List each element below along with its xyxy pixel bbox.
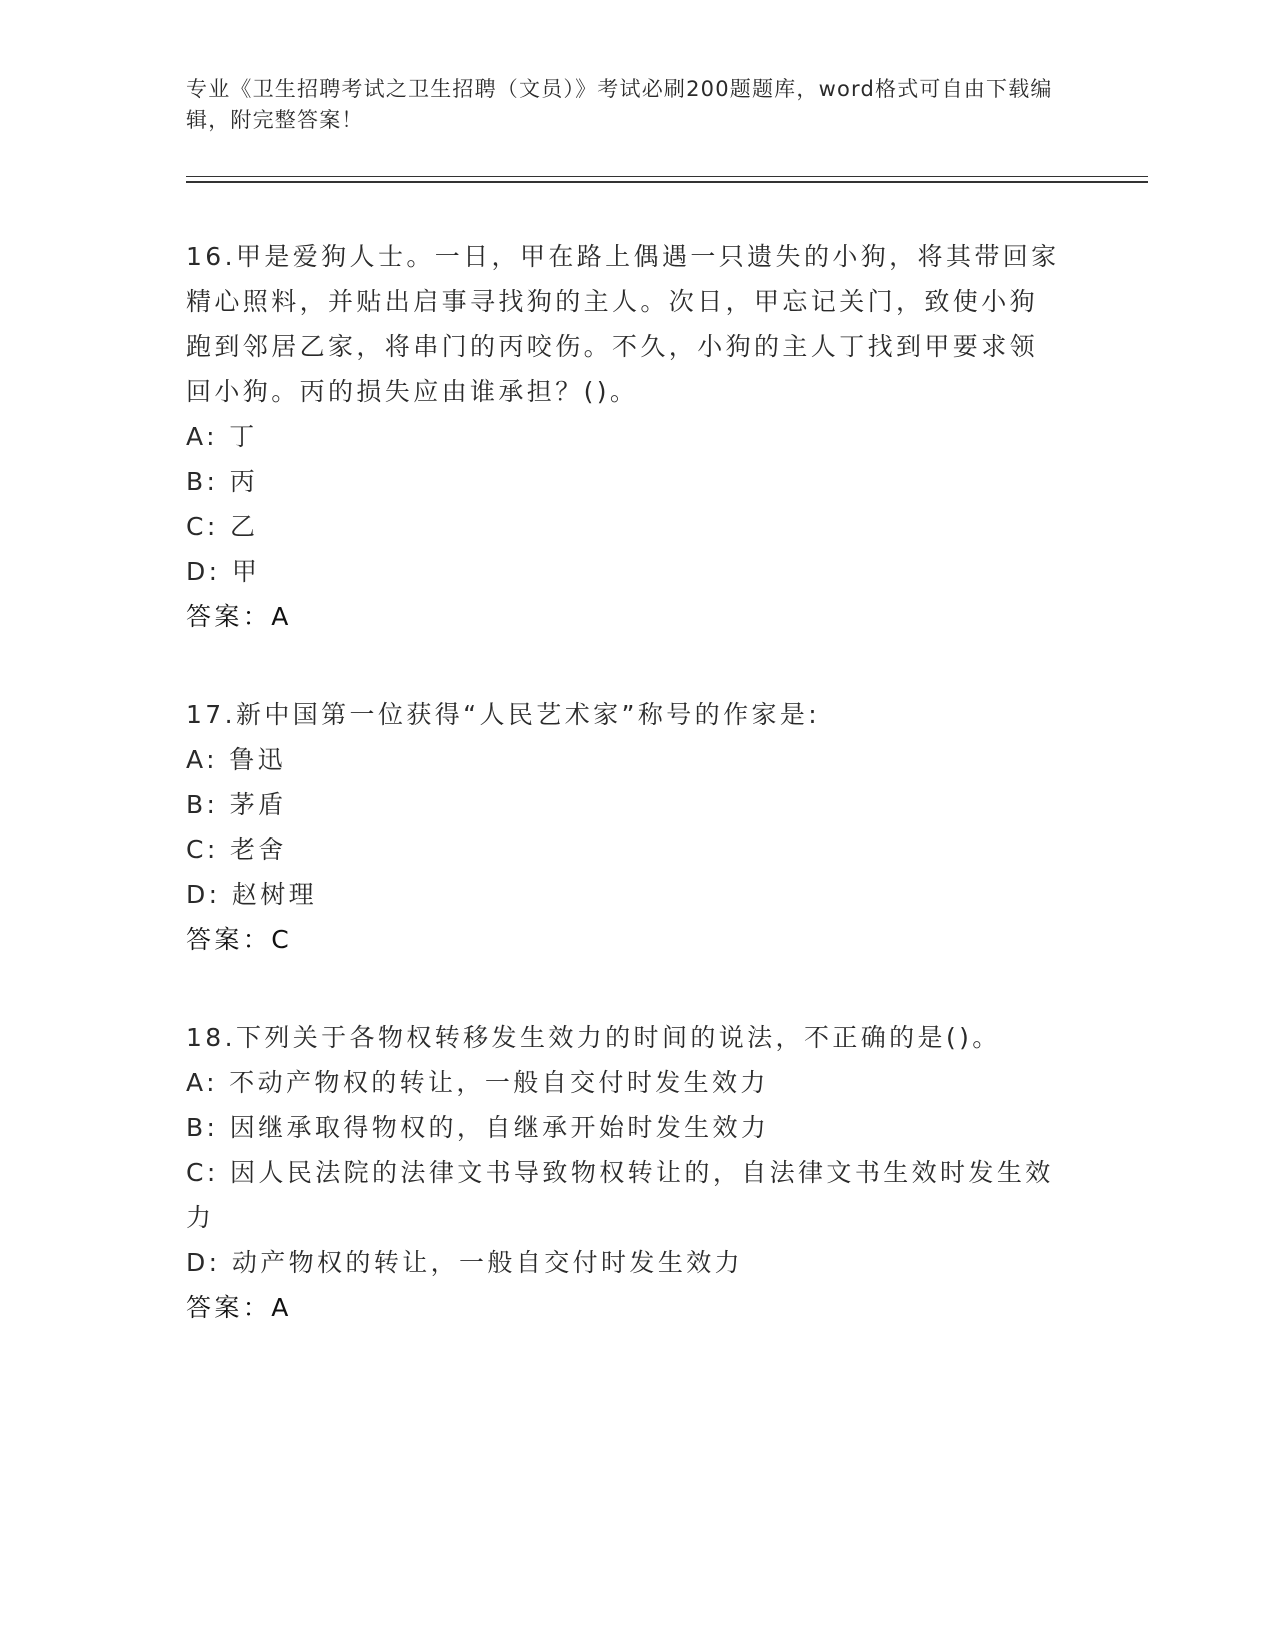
option-b: B: 茅盾 (186, 790, 287, 819)
header-divider-bottom (186, 181, 1148, 183)
question-17 (186, 692, 1066, 963)
option-c: C: 乙 (186, 512, 259, 541)
question-16 (186, 234, 1066, 640)
option-c: C: 因人民法院的法律文书导致物权转让的，自法律文书生效时发生效力 (186, 1158, 1054, 1232)
question-text: 16.甲是爱狗人士。一日，甲在路上偶遇一只遗失的小狗，将其带回家精心照料，并贴出启事寻找狗的主人。次日，甲忘记关门，致使小狗跑到邻居乙家，将串门的丙咬伤。不久，小狗的主人丁找到甲要求领回小狗。丙的损失应由谁承担？()。 (186, 242, 1060, 406)
answer: 答案：C (186, 925, 293, 954)
option-b: B: 因继承取得物权的，自继承开始时发生效力 (186, 1113, 770, 1142)
option-c: C: 老舍 (186, 835, 287, 864)
question-18 (186, 1015, 1066, 1331)
question-text: 17.新中国第一位获得“人民艺术家”称号的作家是: (186, 700, 821, 729)
question-text: 18.下列关于各物权转移发生效力的时间的说法，不正确的是()。 (186, 1023, 1001, 1052)
answer: 答案：A (186, 602, 292, 631)
option-a: A: 不动产物权的转让，一般自交付时发生效力 (186, 1068, 769, 1097)
option-b: B: 丙 (186, 467, 259, 496)
option-d: D: 动产物权的转让，一般自交付时发生效力 (186, 1248, 744, 1277)
header-divider-top (186, 176, 1148, 177)
answer: 答案：A (186, 1293, 292, 1322)
option-a: A: 鲁迅 (186, 745, 287, 774)
question-list (186, 234, 1066, 1383)
option-d: D: 甲 (186, 557, 261, 586)
option-d: D: 赵树理 (186, 880, 318, 909)
document-header: 专业《卫生招聘考试之卫生招聘（文员）》考试必刷200题题库，word格式可自由下载编辑，附完整答案！ (186, 77, 1053, 132)
option-a: A: 丁 (186, 422, 258, 451)
